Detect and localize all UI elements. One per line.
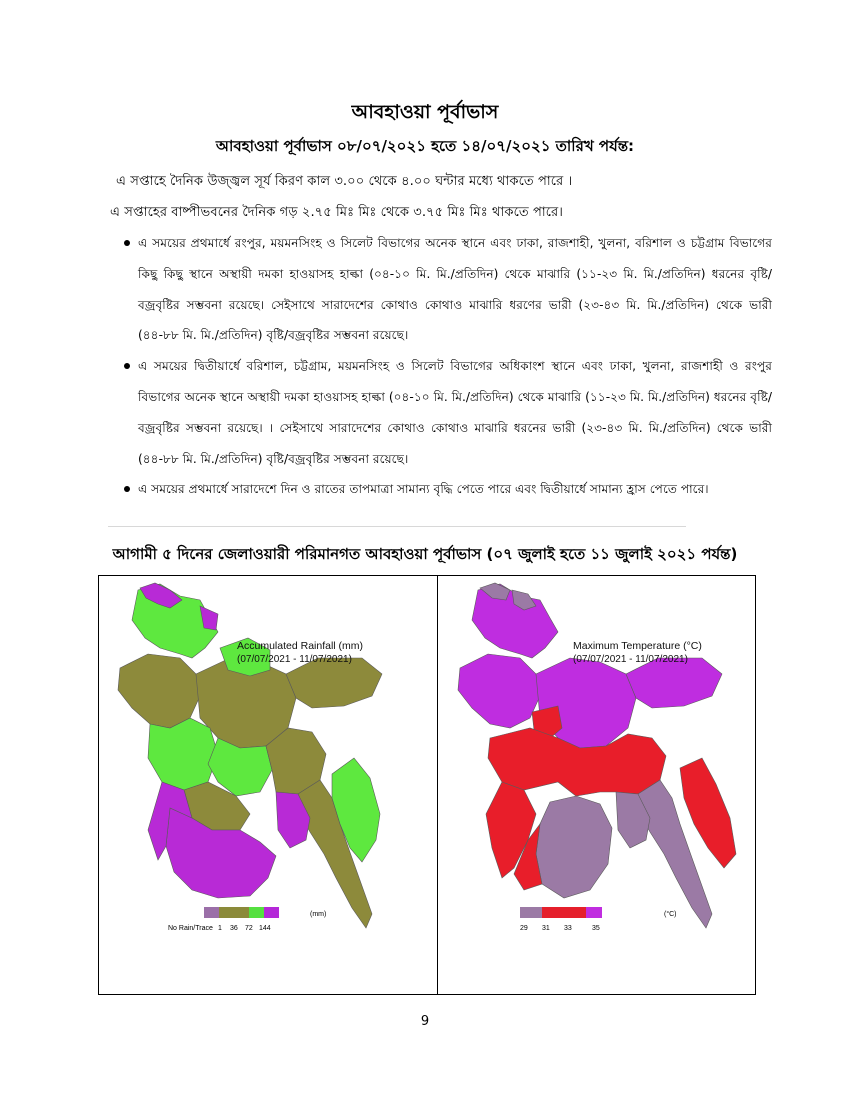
bullet-dot xyxy=(124,363,130,369)
maps-divider xyxy=(437,575,438,995)
forecast-bullet-list xyxy=(110,228,772,505)
rainfall-legend-swatch xyxy=(204,907,219,918)
temp-region-sylhet xyxy=(626,658,722,708)
rainfall-legend-label: 144 xyxy=(259,925,271,932)
rainfall-map xyxy=(100,578,436,992)
bullet-dot xyxy=(124,486,130,492)
bullet-text: এ সময়ের প্রথমার্ধে রংপুর, ময়মনসিংহ ও সিলেট বিভাগের অনেক স্থানে এবং ঢাকা, রাজশাহী, খুলনা, বরিশাল ও চট্টগ্রাম বিভাগের কিছু কিছু স্থানে অস্থায়ী দমকা হাওয়াসহ হাল্কা (০৪-১০ মি. মি./প্রতিদিন) থেকে মাঝারি (১১-২৩ মি. মি./প্রতিদিন) ধরনের বৃষ্টি/বজ্রবৃষ্টির সম্ভবনা রয়েছে। সেইসাথে সারাদেশের কোথাও কোথাও মাঝারি ধরণের ভারী (২৩-৪৩ মি. মি./প্রতিদিন) থেকে ভারী (৪৪-৮৮ মি. মি./প্রতিদিন) বৃষ্টি/বজ্রবৃষ্টির সম্ভবনা রয়েছে। xyxy=(138,236,772,343)
bullet-temperature xyxy=(110,474,772,505)
rainfall-legend-swatch xyxy=(234,907,249,918)
temp-region-barisal-gray xyxy=(536,796,612,898)
rainfall-legend-swatch xyxy=(264,907,279,918)
temperature-legend-swatch xyxy=(586,907,602,918)
rainfall-legend-swatch xyxy=(219,907,234,918)
divider-line xyxy=(108,526,686,527)
rainfall-legend-label: 36 xyxy=(230,925,238,932)
rainfall-map-period: (07/07/2021 - 11/07/2021) xyxy=(237,654,352,665)
rainfall-legend-label: No Rain/Trace xyxy=(168,925,213,932)
rainfall-region-northwest xyxy=(118,654,200,728)
temperature-legend-swatch xyxy=(564,907,586,918)
rainfall-region-sylhet xyxy=(286,658,382,708)
rainfall-legend-swatch xyxy=(249,907,264,918)
rainfall-region-middle-green xyxy=(148,718,218,790)
bullet-first-half-rain xyxy=(110,228,772,351)
bullet-dot xyxy=(124,240,130,246)
temperature-legend-label: 31 xyxy=(542,925,550,932)
forecast-period-heading: আবহাওয়া পূর্বাভাস ০৮/০৭/২০২১ হতে ১৪/০৭/২০২১ তারিখ পর্যন্ত: xyxy=(215,137,635,155)
temperature-legend-label: 35 xyxy=(592,925,600,932)
rainfall-unit: (mm) xyxy=(310,911,327,918)
page-number: 9 xyxy=(420,1014,430,1029)
temperature-country-shape xyxy=(458,583,736,928)
bullet-second-half-rain xyxy=(110,351,772,474)
rainfall-legend-label: 72 xyxy=(245,925,253,932)
temperature-map-period: (07/07/2021 - 11/07/2021) xyxy=(573,654,688,665)
document-title: আবহাওয়া পূর্বাভাস xyxy=(351,101,499,123)
maps-heading: আগামী ৫ দিনের জেলাওয়ারী পরিমানগত আবহাওয়া পূর্বাভাস (০৭ জুলাই হতে ১১ জুলাই ২০২১ পর্যন্ত) xyxy=(112,545,738,563)
bullet-text: এ সময়ের দ্বিতীয়ার্ধে বরিশাল, চট্টগ্রাম, ময়মনসিংহ ও সিলেট বিভাগের অধিকাংশ স্থানে এবং ঢাকা, খুলনা, রাজশাহী ও রংপুর বিভাগের অনেক স্থানে অস্থায়ী দমকা হাওয়াসহ হাল্কা (০৪-১০ মি. মি./প্রতিদিন) থেকে মাঝারি (১১-২৩ মি. মি./প্রতিদিন) ধরনের বৃষ্টি/বজ্রবৃষ্টির সম্ভবনা রয়েছে। । সেইসাথে সারাদেশের কোথাও কোথাও মাঝারি ধরনের ভারী (২৩-৪৩ মি. মি./প্রতিদিন) থেকে ভারী (৪৪-৮৮ মি. মি./প্রতিদিন) বৃষ্টি/বজ্রবৃষ্টির সম্ভবনা রয়েছে। xyxy=(138,359,772,466)
evaporation-line: এ সপ্তাহের বাষ্পীভবনের দৈনিক গড় ২.৭৫ মিঃ মিঃ থেকে ৩.৭৫ মিঃ মিঃ থাকতে পারে। xyxy=(110,205,564,220)
temperature-legend-label: 29 xyxy=(520,925,528,932)
temperature-legend xyxy=(520,907,677,932)
temperature-legend-swatch xyxy=(542,907,564,918)
temp-region-northwest xyxy=(458,654,540,728)
temperature-map xyxy=(440,578,754,992)
temperature-legend-swatch xyxy=(520,907,542,918)
rainfall-legend xyxy=(168,907,326,932)
rainfall-map-title: Accumulated Rainfall (mm) xyxy=(237,640,364,652)
sunshine-line: এ সপ্তাহে দৈনিক উজ্জ্বল সূর্য কিরণ কাল ৩.০০ থেকে ৪.০০ ঘন্টার মধ্যে থাকতে পারে । xyxy=(116,174,573,189)
rainfall-country-shape xyxy=(118,583,382,928)
bullet-text: এ সময়ের প্রথমার্ধে সারাদেশে দিন ও রাতের তাপমাত্রা সামান্য বৃদ্ধি পেতে পারে এবং দ্বিতীয়ার্ধে সামান্য হ্রাস পেতে পারে। xyxy=(138,482,709,497)
temperature-map-title: Maximum Temperature (°C) xyxy=(573,640,702,652)
temperature-unit: (°C) xyxy=(664,911,677,918)
rainfall-legend-label: 1 xyxy=(218,925,222,932)
temperature-legend-label: 33 xyxy=(564,925,572,932)
